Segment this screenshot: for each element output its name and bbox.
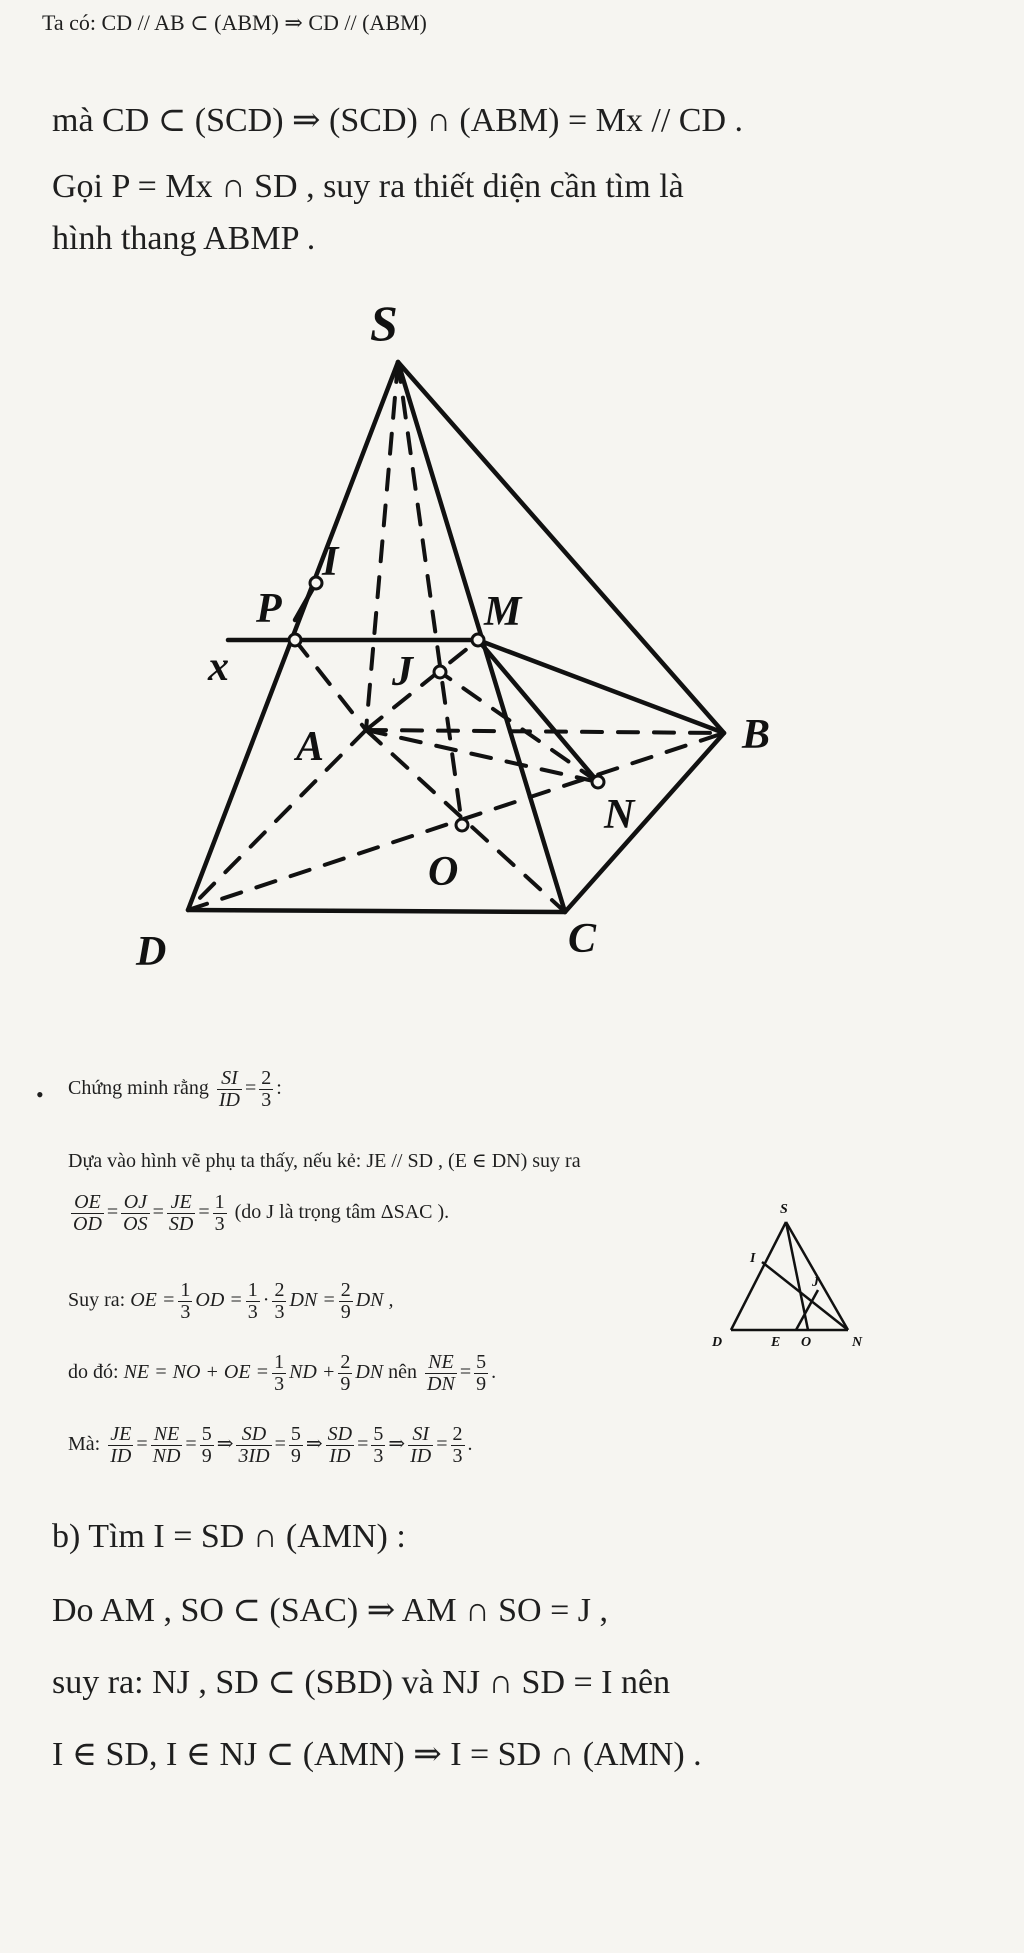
- p4-f3-num: NE: [425, 1352, 457, 1374]
- p4-f4-num: 5: [476, 1351, 487, 1373]
- p5-frac-5-num: SD: [327, 1423, 353, 1445]
- line-ma-cd-text: mà CD ⊂ (SCD) ⇒ (SCD) ∩ (ABM) = Mx // CD .: [52, 102, 744, 139]
- p4-f4-den: 9: [476, 1373, 487, 1395]
- aux-label-D: D: [712, 1335, 723, 1350]
- p5-frac-1: [151, 1424, 183, 1467]
- label-x: x: [208, 644, 229, 690]
- label-B: B: [742, 712, 771, 758]
- p2-frac-0-den: OD: [73, 1213, 102, 1235]
- p5-frac-6: [371, 1424, 385, 1467]
- p5-frac-2: [200, 1424, 214, 1467]
- p2-frac-3: [213, 1192, 227, 1235]
- p4-f3-den: DN: [427, 1373, 455, 1395]
- edge-DC: [188, 910, 565, 912]
- part-b-l1: [52, 1518, 406, 1556]
- p5-frac-7: [408, 1424, 433, 1467]
- p5-frac-7-den: ID: [410, 1445, 432, 1467]
- p3-f2-den: 3: [247, 1301, 258, 1323]
- p5-op-6: ⇒: [388, 1433, 406, 1456]
- line-goi-p-text: Gọi P = Mx ∩ SD , suy ra thiết diện cần tìm là: [52, 168, 684, 205]
- p5-frac-1-num: NE: [151, 1424, 183, 1446]
- aux-label-I: I: [750, 1251, 756, 1266]
- part-b-l2-text: Do AM , SO ⊂ (SAC) ⇒ AM ∩ SO = J ,: [52, 1592, 609, 1629]
- title-frac-num: SI: [217, 1068, 242, 1090]
- p5-frac-2-num: 5: [201, 1423, 212, 1445]
- p5-frac-6-den: 3: [373, 1445, 384, 1467]
- p3-c: DN =: [289, 1289, 336, 1312]
- p3-a: OE =: [130, 1289, 176, 1312]
- part-b-l3-text: suy ra: NJ , SD ⊂ (SBD) và NJ ∩ SD = I nên: [52, 1664, 671, 1701]
- p5-frac-8-num: 2: [452, 1423, 463, 1445]
- p5-frac-4-num: 5: [290, 1423, 301, 1445]
- part-b-l2: [52, 1590, 608, 1630]
- p5-fraction-chain: [105, 1423, 473, 1467]
- p4-f1-num: 1: [274, 1351, 285, 1373]
- label-M: M: [484, 589, 522, 635]
- label-J: J: [392, 649, 413, 695]
- p4-frac1: [272, 1352, 286, 1395]
- p3-f2-num: 1: [247, 1279, 258, 1301]
- aux-label-O: O: [801, 1335, 812, 1350]
- aux-label-S: S: [780, 1202, 788, 1217]
- point-P: [289, 634, 301, 646]
- p5-op-8: .: [467, 1433, 473, 1456]
- p3-f3-num: 2: [274, 1279, 285, 1301]
- p5-frac-5: [326, 1424, 354, 1467]
- p5-op-7: =: [436, 1433, 448, 1456]
- p3-frac3: [272, 1280, 286, 1323]
- p2-frac-2-den: SD: [168, 1213, 194, 1235]
- p3-b: OD =: [195, 1289, 243, 1312]
- label-A: A: [296, 724, 325, 770]
- p5-frac-0: [108, 1424, 133, 1467]
- proof-title-text: Chứng minh rằng: [68, 1077, 209, 1100]
- p2-frac-2-num: JE: [167, 1192, 195, 1214]
- p3-f1-num: 1: [180, 1279, 191, 1301]
- bullet-dot: •: [36, 1082, 44, 1107]
- label-O: O: [428, 849, 459, 895]
- proof-p1-text: Dựa vào hình vẽ phụ ta thấy, nếu kẻ: JE // SD , (E ∈ DN) suy ra: [68, 1150, 581, 1172]
- p5-frac-0-num: JE: [108, 1424, 133, 1446]
- p3-f1-den: 3: [180, 1301, 191, 1323]
- p3-frac4: [339, 1280, 353, 1323]
- aux-label-J: J: [812, 1275, 819, 1290]
- proof-p2-tail: (do J là trọng tâm ΔSAC ).: [234, 1201, 450, 1224]
- p4-frac3: [425, 1352, 457, 1395]
- p3-frac1: [178, 1280, 192, 1323]
- p2-fraction-chain: [68, 1191, 230, 1235]
- proof-p4: do đó: NE = NO + OE = $\frac{1}{3}$ ND + $\frac{2}{9}$ DN nên $\frac{NE}{DN}$ = $\frac{5}{9}$ .: [68, 1351, 497, 1395]
- label-D: D: [136, 929, 167, 975]
- line-hinh-thang-text: hình thang ABMP .: [52, 220, 316, 257]
- edge-PA-hidden: [295, 640, 366, 730]
- p5-frac-6-num: 5: [373, 1423, 384, 1445]
- point-M: [472, 634, 484, 646]
- label-N: N: [604, 792, 635, 838]
- p5-lead: Mà:: [68, 1433, 101, 1456]
- proof-p2: [68, 1192, 449, 1235]
- p4-c: DN: [355, 1361, 384, 1384]
- p3-d: DN ,: [355, 1289, 394, 1312]
- p3-f4-num: 2: [340, 1279, 351, 1301]
- p5-frac-4-den: 9: [290, 1445, 301, 1467]
- p5-op-2: ⇒: [216, 1433, 234, 1456]
- p5-op-0: =: [136, 1433, 148, 1456]
- title-val-num: 2: [261, 1067, 272, 1089]
- title-val-den: 3: [261, 1089, 272, 1111]
- title-end: :: [276, 1077, 282, 1100]
- p4-f2-den: 9: [340, 1373, 351, 1395]
- p5-frac-7-num: SI: [408, 1424, 433, 1446]
- p2-eq-0: =: [106, 1201, 119, 1224]
- edge-AD-hidden: [188, 730, 366, 910]
- p4-f1-den: 3: [274, 1373, 285, 1395]
- p5-op-5: =: [357, 1433, 369, 1456]
- p3-frac2: [246, 1280, 260, 1323]
- p5-frac-4: [289, 1424, 303, 1467]
- edge-SO-hidden: [398, 362, 462, 825]
- aux-label-E: E: [771, 1335, 781, 1350]
- p2-frac-2: [167, 1192, 195, 1235]
- edge-AM-hidden: [366, 640, 478, 730]
- label-I: I: [322, 539, 339, 585]
- p2-frac-3-num: 1: [214, 1191, 225, 1213]
- title-frac-den: ID: [218, 1089, 240, 1111]
- p5-op-4: ⇒: [305, 1433, 323, 1456]
- p2-frac-1-den: OS: [123, 1213, 148, 1235]
- p5-op-3: =: [274, 1433, 286, 1456]
- p4-lead: do đó:: [68, 1361, 119, 1384]
- p5-frac-8: [451, 1424, 465, 1467]
- p5-frac-3: [236, 1424, 271, 1467]
- p5-frac-1-den: ND: [152, 1445, 181, 1467]
- p3-f3-den: 3: [274, 1301, 285, 1323]
- p2-frac-0: [71, 1192, 104, 1235]
- p5-frac-3-num: SD: [236, 1424, 271, 1446]
- p2-frac-3-den: 3: [214, 1213, 225, 1235]
- proof-p1: [68, 1148, 581, 1173]
- p2-eq-2: =: [198, 1201, 210, 1224]
- p4-f2-num: 2: [340, 1351, 351, 1373]
- point-N: [592, 776, 604, 788]
- part-b-l3: [52, 1662, 670, 1702]
- title-fraction: [217, 1068, 242, 1111]
- proof-p5: [68, 1424, 473, 1467]
- title-value-fraction: [259, 1068, 273, 1111]
- p5-frac-8-den: 3: [452, 1445, 463, 1467]
- p2-frac-1: [121, 1192, 149, 1235]
- p5-op-1: =: [185, 1433, 197, 1456]
- label-C: C: [568, 916, 597, 962]
- p2-frac-1-num: OJ: [121, 1192, 149, 1214]
- p4-a: NE = NO + OE =: [123, 1361, 270, 1384]
- edge-AB-hidden: [366, 730, 724, 733]
- p5-frac-0-den: ID: [110, 1445, 132, 1467]
- part-b-l1-text: b) Tìm I = SD ∩ (AMN) :: [52, 1518, 406, 1555]
- point-J: [434, 666, 446, 678]
- p3-f4-den: 9: [340, 1301, 351, 1323]
- p2-frac-0-num: OE: [71, 1192, 104, 1214]
- p5-frac-3-den: 3ID: [238, 1445, 270, 1467]
- part-b-l4: [52, 1734, 702, 1774]
- proof-title: [68, 1068, 282, 1111]
- p3-lead: Suy ra:: [68, 1289, 126, 1312]
- part-b-l4-text: I ∈ SD, I ∈ NJ ⊂ (AMN) ⇒ I = SD ∩ (AMN) .: [52, 1736, 702, 1773]
- label-S: S: [370, 295, 398, 351]
- title-eq: =: [244, 1077, 257, 1100]
- p2-eq-1: =: [152, 1201, 164, 1224]
- p4-frac2: [338, 1352, 352, 1395]
- aux-label-N: N: [852, 1335, 863, 1350]
- p4-nen: nên: [388, 1361, 418, 1384]
- line-ta-co-text: Ta có: CD // AB ⊂ (ABM) ⇒ CD // (ABM): [42, 10, 427, 35]
- p4-frac4: [474, 1352, 488, 1395]
- p4-b: ND +: [289, 1361, 336, 1384]
- point-I: [310, 577, 322, 589]
- point-O: [456, 819, 468, 831]
- p5-frac-2-den: 9: [201, 1445, 212, 1467]
- label-P: P: [256, 586, 282, 632]
- proof-p3: Suy ra: OE = $\frac{1}{3}$ OD = $\frac{1}{3}$ · $\frac{2}{3}$ DN = $\frac{2}{9}$ DN ,: [68, 1279, 394, 1323]
- p5-frac-5-den: ID: [329, 1445, 351, 1467]
